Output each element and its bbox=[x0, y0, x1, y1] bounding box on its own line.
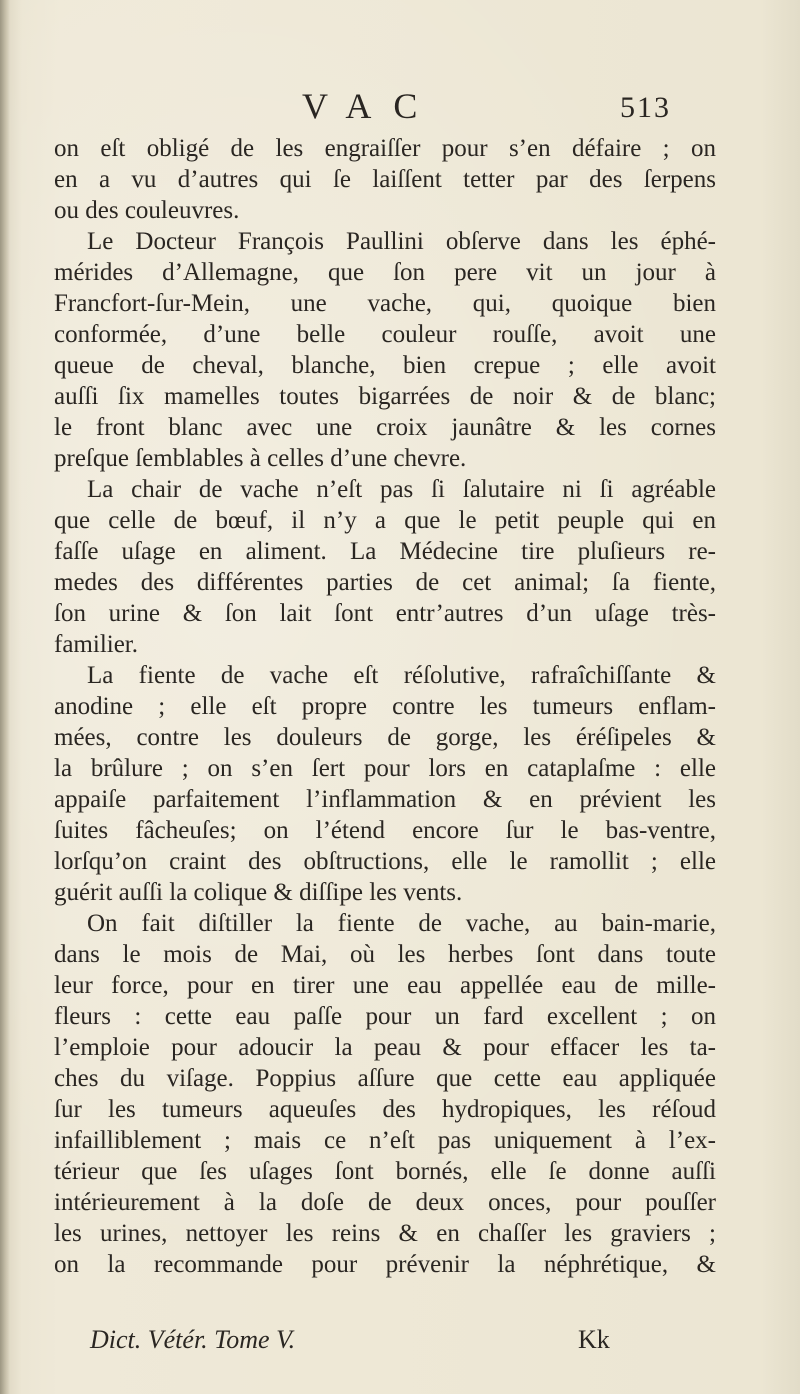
page-footer bbox=[0, 1323, 800, 1363]
text-line: dans le mois de Mai, où les herbes ſont dans toute bbox=[54, 941, 716, 968]
page-number: 513 bbox=[620, 91, 671, 124]
text-line: l’emploie pour adoucir la peau & pour effacer les ta- bbox=[54, 1034, 716, 1061]
text-line: conformée, d’une belle couleur rouſſe, avoit une bbox=[54, 321, 716, 348]
text-line: appaiſe parfaitement l’inflammation & en prévient les bbox=[54, 786, 716, 813]
page-binding-shadow bbox=[0, 0, 10, 1394]
text-line: les urines, nettoyer les reins & en chaſſer les graviers ; bbox=[54, 1220, 716, 1247]
text-line: que celle de bœuf, il n’y a que le petit peuple qui en bbox=[54, 507, 716, 534]
text-line: faſſe uſage en aliment. La Médecine tire pluſieurs re- bbox=[54, 538, 716, 565]
text-line: ſuites fâcheuſes; on l’étend encore ſur le bas-ventre, bbox=[54, 817, 716, 844]
text-line: fleurs : cette eau paſſe pour un fard excellent ; on bbox=[54, 1003, 716, 1030]
text-line: medes des différentes parties de cet animal; ſa fiente, bbox=[54, 569, 716, 596]
text-line: familier. bbox=[54, 631, 138, 658]
text-line: leur force, pour en tirer une eau appellée eau de mille- bbox=[54, 972, 716, 999]
text-line: lorſqu’on craint des obſtructions, elle le ramollit ; elle bbox=[54, 848, 716, 875]
page-header bbox=[0, 86, 800, 126]
text-line: ches du viſage. Poppius aſſure que cette eau appliquée bbox=[54, 1065, 716, 1092]
text-line: en a vu d’autres qui ſe laiſſent tetter par des ſerpens bbox=[54, 166, 716, 193]
text-line: térieur que ſes uſages ſont bornés, elle ſe donne auſſi bbox=[54, 1158, 716, 1185]
text-line: La chair de vache n’eſt pas ſi ſalutaire ni ſi agréable bbox=[87, 476, 716, 503]
text-line: infailliblement ; mais ce n’eſt pas uniquement à l’ex- bbox=[54, 1127, 716, 1154]
text-line: on eſt obligé de les engraiſſer pour s’en défaire ; on bbox=[54, 135, 716, 162]
text-line: Francfort-ſur-Mein, une vache, qui, quoique bien bbox=[54, 290, 716, 317]
text-line: la brûlure ; on s’en ſert pour lors en cataplaſme : elle bbox=[54, 755, 716, 782]
body-text bbox=[54, 133, 716, 1280]
text-line: mées, contre les douleurs de gorge, les éréſipeles & bbox=[54, 724, 716, 751]
signature-mark: Kk bbox=[578, 1325, 610, 1354]
text-line: guérit auſſi la colique & diſſipe les vents. bbox=[54, 879, 463, 906]
running-head: VAC bbox=[302, 86, 440, 126]
text-line: ou des couleuvres. bbox=[54, 197, 240, 224]
text-line: preſque ſemblables à celles d’une chevre. bbox=[54, 445, 467, 472]
text-line: on la recommande pour prévenir la néphrétique, & bbox=[54, 1251, 716, 1278]
text-line: anodine ; elle eſt propre contre les tumeurs enflam- bbox=[54, 693, 716, 720]
footer-title: Dict. Vétér. Tome V. bbox=[90, 1325, 296, 1354]
text-line: queue de cheval, blanche, bien crepue ; elle avoit bbox=[54, 352, 716, 379]
text-line: Le Docteur François Paullini obſerve dans les éphé- bbox=[87, 228, 716, 255]
text-line: intérieurement à la doſe de deux onces, pour pouſſer bbox=[54, 1189, 716, 1216]
text-line: auſſi ſix mamelles toutes bigarrées de noir & de blanc; bbox=[54, 383, 716, 410]
text-line: ſur les tumeurs aqueuſes des hydropiques, les réſoud bbox=[54, 1096, 716, 1123]
text-line: le front blanc avec une croix jaunâtre & les cornes bbox=[54, 414, 716, 441]
text-line: mérides d’Allemagne, que ſon pere vit un jour à bbox=[54, 259, 716, 286]
text-line: On fait diſtiller la fiente de vache, au bain-marie, bbox=[87, 910, 716, 937]
text-line: ſon urine & ſon lait ſont entr’autres d’un uſage très- bbox=[54, 600, 716, 627]
text-line: La fiente de vache eſt réſolutive, rafraîchiſſante & bbox=[87, 662, 716, 689]
